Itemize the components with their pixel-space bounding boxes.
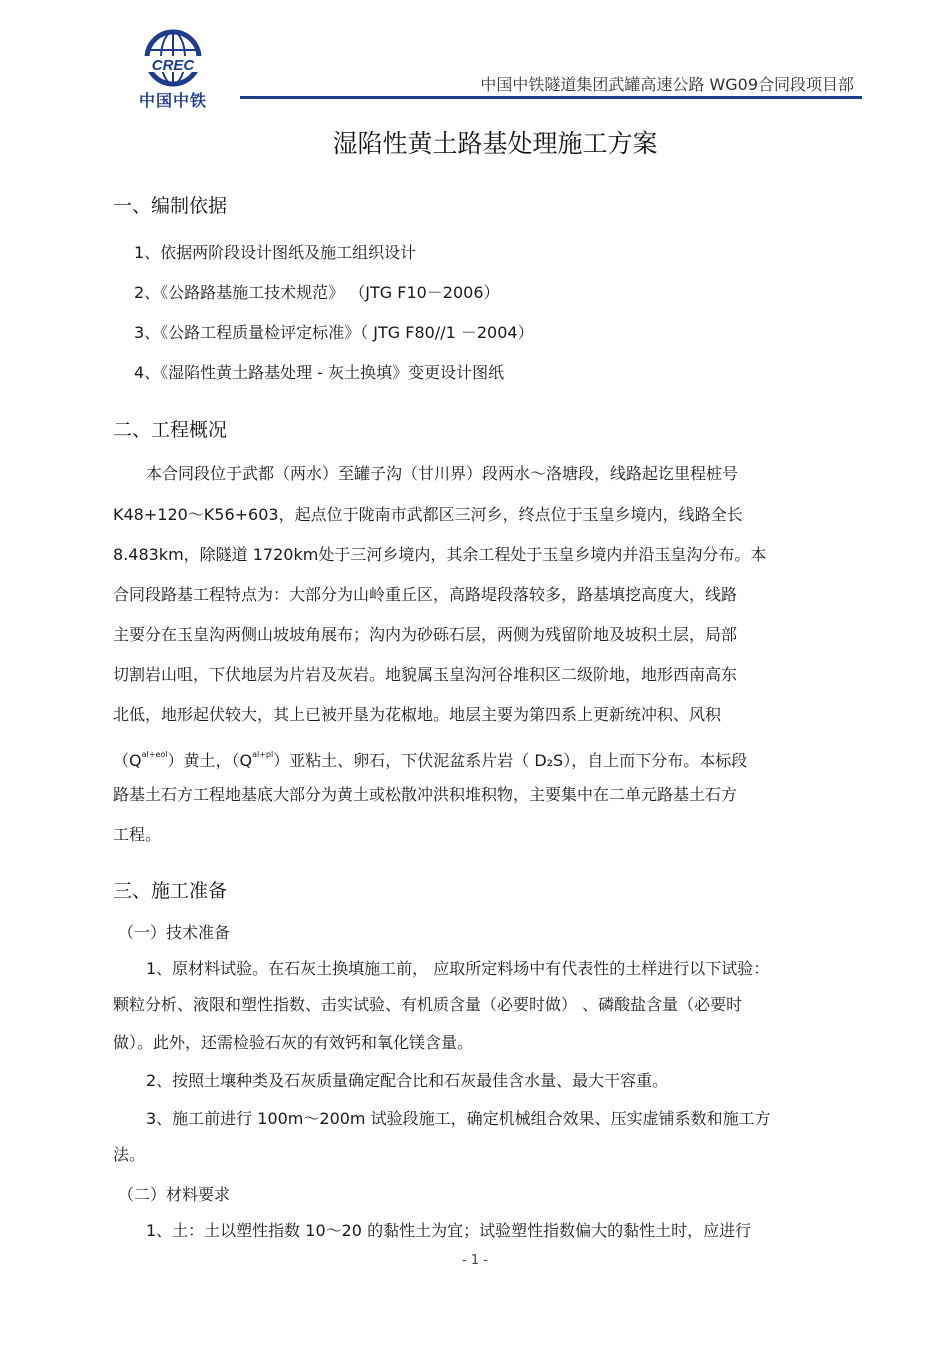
project-header: 中国中铁隧道集团武罐高速公路 WG09合同段项目部 xyxy=(480,75,854,94)
basis-item: 1、依据两阶段设计图纸及施工组织设计 xyxy=(134,243,417,262)
overview-line: K48+120～K56+603，起点位于陇南市武都区三河乡，终点位于玉皇乡境内，线路全长 xyxy=(113,505,743,524)
prep-line: 1、原材料试验。在石灰土换填施工前， 应取所定料场中有代表性的土样进行以下试验： xyxy=(146,959,770,978)
overview-line: 工程。 xyxy=(113,825,162,844)
stratigraphy-text: ）黄土，（Q xyxy=(167,751,253,770)
stratigraphy-text: ）亚粘土、卵石，下伏泥盆系片岩（ D₂S），自上而下分布。本标段 xyxy=(273,751,748,770)
logo-wordmark: 中国中铁 xyxy=(138,91,207,110)
crec-emblem-icon xyxy=(136,28,210,88)
svg-text:CREC: CREC xyxy=(151,57,195,74)
subheading-technical: （一）技术准备 xyxy=(118,923,231,942)
section-heading-overview: 二、工程概况 xyxy=(113,419,228,441)
document-title: 湿陷性黄土路基处理施工方案 xyxy=(332,129,658,158)
overview-line: 切割岩山咀，下伏地层为片岩及灰岩。地貌属玉皇沟河谷堆积区二级阶地，地形西南高东 xyxy=(113,665,738,684)
material-line: 1、土：土以塑性指数 10～20 的黏性土为宜；试验塑性指数偏大的黏性土时，应进行 xyxy=(146,1221,752,1240)
basis-item: 4、《湿陷性黄土路基处理 - 灰土换填》变更设计图纸 xyxy=(134,363,505,382)
prep-line: 法。 xyxy=(113,1145,146,1164)
overview-line: 合同段路基工程特点为：大部分为山岭重丘区，高路堤段落较多，路基填挖高度大，线路 xyxy=(113,585,738,604)
prep-line: 3、施工前进行 100m～200m 试验段施工，确定机械组合效果、压实虚铺系数和施工方 xyxy=(146,1109,771,1128)
overview-line-stratigraphy xyxy=(113,744,747,772)
overview-line: 8.483km，除隧道 1720km处于三河乡境内，其余工程处于玉皇乡境内并沿玉皇沟分布。本 xyxy=(113,545,767,564)
basis-item: 3、《公路工程质量检评定标准》（ JTG F80//1 －2004） xyxy=(134,323,534,342)
overview-line: 本合同段位于武都（两水）至罐子沟（甘川界）段两水～洛塘段，线路起讫里程桩号 xyxy=(146,464,739,483)
overview-line: 北低，地形起伏较大，其上已被开垦为花椒地。地层主要为第四系上更新统冲积、风积 xyxy=(113,705,722,724)
stratigraphy-superscript: al+pl xyxy=(252,750,274,759)
prep-line: 2、按照土壤种类及石灰质量确定配合比和石灰最佳含水量、最大干容重。 xyxy=(146,1071,669,1090)
header-rule xyxy=(240,96,862,99)
section-heading-basis: 一、编制依据 xyxy=(113,195,228,217)
basis-item: 2、《公路路基施工技术规范》 （JTG F10－2006） xyxy=(134,283,500,302)
prep-line: 做）。此外，还需检验石灰的有效钙和氧化镁含量。 xyxy=(113,1033,474,1052)
page-number: - 1 - xyxy=(462,1253,488,1268)
overview-line: 路基土石方工程地基底大部分为黄土或松散冲洪积堆积物，主要集中在二单元路基土石方 xyxy=(113,785,738,804)
overview-line: 主要分在玉皇沟两侧山坡坡角展布；沟内为砂砾石层，两侧为残留阶地及坡积土层，局部 xyxy=(113,625,738,644)
stratigraphy-text: （Q xyxy=(113,751,142,770)
subheading-materials: （二）材料要求 xyxy=(118,1185,231,1204)
prep-line: 颗粒分析、液限和塑性指数、击实试验、有机质含量（必要时做） 、磷酸盐含量（必要时 xyxy=(113,995,743,1014)
company-logo xyxy=(128,28,218,108)
stratigraphy-superscript: al+eol xyxy=(141,750,168,759)
section-heading-preparation: 三、施工准备 xyxy=(113,880,228,902)
